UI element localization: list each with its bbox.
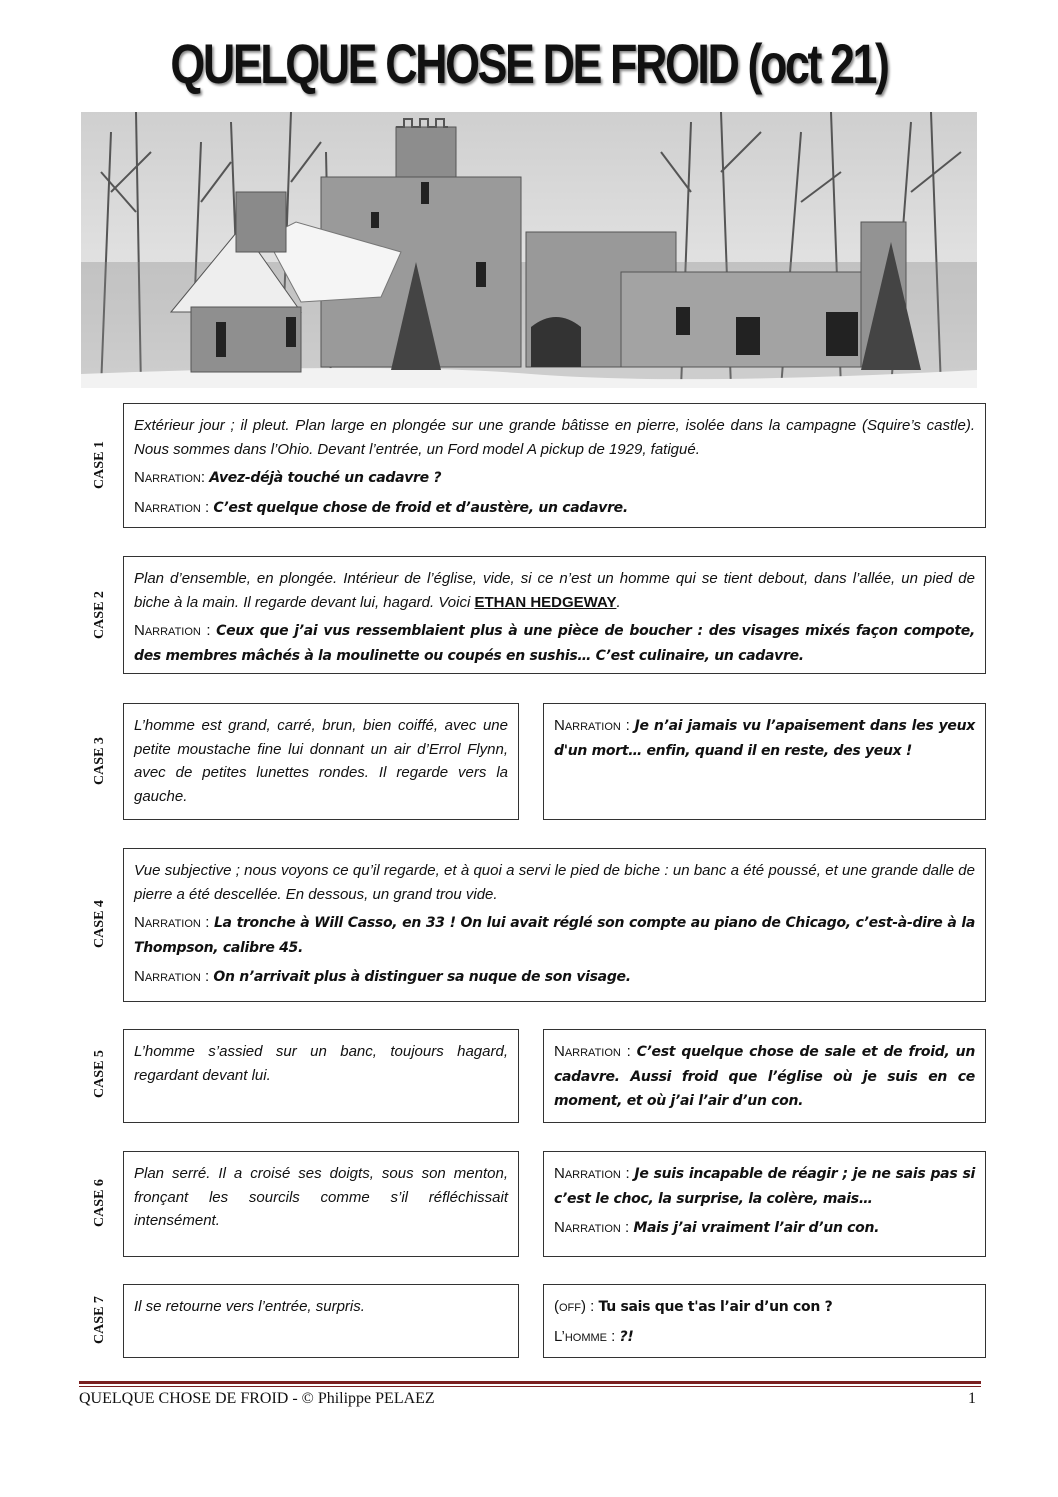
separator: :	[620, 717, 635, 734]
case-6-description-box	[123, 1151, 519, 1257]
case-1-description: Extérieur jour ; il pleut. Plan large en plongée sur une grande bâtisse en pierre, isolée dans la campagne (Squire’s castle). Nous sommes dans l’Ohio. Devant l’entrée, un Ford model A pickup de 1929, fatigué.	[134, 417, 975, 458]
case-1-narration-1	[134, 466, 975, 491]
case-6-narration-1	[554, 1162, 975, 1211]
case-4-description: Vue subjective ; nous voyons ce qu’il regarde, et à quoi a servi le pied de biche : un banc a été poussé, et une grande dalle de pierre a été descellée. En dessous, un grand trou vide.	[134, 862, 975, 903]
case-5-label: CASE 5	[92, 1050, 107, 1098]
castle-illustration	[81, 112, 977, 388]
case-3-description: L’homme est grand, carré, brun, bien coiffé, avec une petite moustache fine lui donnant un air d’Errol Flynn, avec de petites lunettes rondes. Il regarde vers la gauche.	[134, 717, 508, 805]
case-2-description	[134, 567, 975, 614]
separator: :	[200, 914, 214, 931]
footer-divider	[79, 1381, 981, 1384]
case-3-narration-1	[554, 714, 975, 763]
narration-text: Ceux que j’ai vus ressemblaient plus à une pièce de boucher : des visages mixés façon compote, des membres mâchés à la moulinette ou coupés en sushis… C’est culinaire, un cadavre.	[134, 623, 975, 664]
speaker: L’homme	[554, 1327, 608, 1345]
case-7-label: CASE 7	[92, 1296, 107, 1344]
page-title: QUELQUE CHOSE DE FROID (oct 21)	[170, 32, 888, 95]
speaker: Narration	[134, 498, 201, 516]
case-4-label: CASE 4	[92, 900, 107, 948]
dialogue-text: ?!	[619, 1328, 634, 1345]
narration-text: On n’arrivait plus à distinguer sa nuque de son visage.	[213, 969, 631, 985]
description-end: .	[616, 593, 621, 611]
case-2-label: CASE 2	[92, 591, 107, 639]
case-7-description-box	[123, 1284, 519, 1358]
separator: :	[200, 968, 214, 985]
narration-text: Je suis incapable de réagir ; je ne sais pas si c’est le choc, la surprise, la colère, mais…	[554, 1166, 975, 1207]
case-3-description-box	[123, 703, 519, 820]
speaker: Narration	[554, 1165, 621, 1182]
speaker: (off)	[554, 1298, 586, 1315]
speaker: Narration	[134, 622, 201, 639]
narration-text: C’est quelque chose de sale et de froid, un cadavre. Aussi froid que l’église où je suis en ce moment, et où j’ai l’air d’un con.	[554, 1044, 975, 1109]
footer-divider-thin	[79, 1386, 981, 1387]
case-6-description: Plan serré. Il a croisé ses doigts, sous son menton, fronçant les sourcils comme s’il réfléchissait intensément.	[134, 1165, 508, 1229]
narration-text: La tronche à Will Casso, en 33 ! On lui avait réglé son compte au piano de Chicago, c’est-à-dire à la Thompson, calibre 45.	[134, 915, 975, 956]
speaker: Narration	[134, 968, 201, 985]
separator: :	[200, 622, 217, 639]
separator: :	[607, 1327, 620, 1345]
speaker: Narration	[554, 717, 621, 734]
speaker: Narration	[134, 914, 201, 931]
case-6-narration-2	[554, 1216, 975, 1241]
case-6-narration-box	[543, 1151, 986, 1257]
speaker: Narration	[554, 1219, 621, 1236]
separator: :	[620, 1219, 634, 1236]
case-1-label: CASE 1	[92, 441, 107, 489]
separator: :	[620, 1043, 637, 1060]
case-7-dialogue-1	[554, 1295, 975, 1320]
case-4-box	[123, 848, 986, 1002]
case-3-label: CASE 3	[92, 737, 107, 785]
narration-text: Je n’ai jamais vu l’apaisement dans les yeux d'un mort… enfin, quand il en reste, des yeux !	[554, 718, 975, 759]
page-number: 1	[968, 1390, 976, 1407]
speaker: Narration	[554, 1043, 621, 1060]
case-3-narration-box	[543, 703, 986, 820]
case-4-narration-1	[134, 911, 975, 960]
case-2-narration-1	[134, 619, 975, 668]
case-7-description: Il se retourne vers l’entrée, surpris.	[134, 1298, 365, 1315]
footer-copyright: QUELQUE CHOSE DE FROID - © Philippe PELAEZ	[79, 1390, 435, 1407]
case-4-narration-2	[134, 965, 975, 990]
case-5-narration-box	[543, 1029, 986, 1123]
narration-text: C’est quelque chose de froid et d’austère, un cadavre.	[213, 499, 628, 516]
speaker: Narration	[134, 469, 201, 486]
case-5-description: L’homme s’assied sur un banc, toujours hagard, regardant devant lui.	[134, 1043, 508, 1084]
narration-text: Avez-déjà touché un cadavre ?	[209, 470, 442, 486]
separator: :	[586, 1298, 599, 1315]
separator: :	[200, 469, 210, 486]
separator: :	[620, 1165, 635, 1182]
separator: :	[200, 498, 214, 516]
case-5-description-box	[123, 1029, 519, 1123]
narration-text: Mais j’ai vraiment l’air d’un con.	[633, 1220, 880, 1236]
character-name: ETHAN HEDGEWAY	[474, 593, 617, 611]
case-1-narration-2	[134, 496, 975, 521]
dialogue-text: Tu sais que t'as l’air d’un con ?	[598, 1299, 833, 1315]
case-7-dialogue-2	[554, 1325, 975, 1350]
case-6-label: CASE 6	[92, 1179, 107, 1227]
description-text: Plan d’ensemble, en plongée. Intérieur de l’église, vide, si ce n’est un homme qui se tient debout, dans l’allée, un pied de biche à la main. Il regarde devant lui, hagard. Voici	[134, 570, 975, 611]
case-1-box	[123, 403, 986, 528]
case-5-narration-1	[554, 1040, 975, 1114]
case-2-box	[123, 556, 986, 674]
case-7-dialogue-box	[543, 1284, 986, 1358]
castle-photo	[81, 112, 977, 388]
